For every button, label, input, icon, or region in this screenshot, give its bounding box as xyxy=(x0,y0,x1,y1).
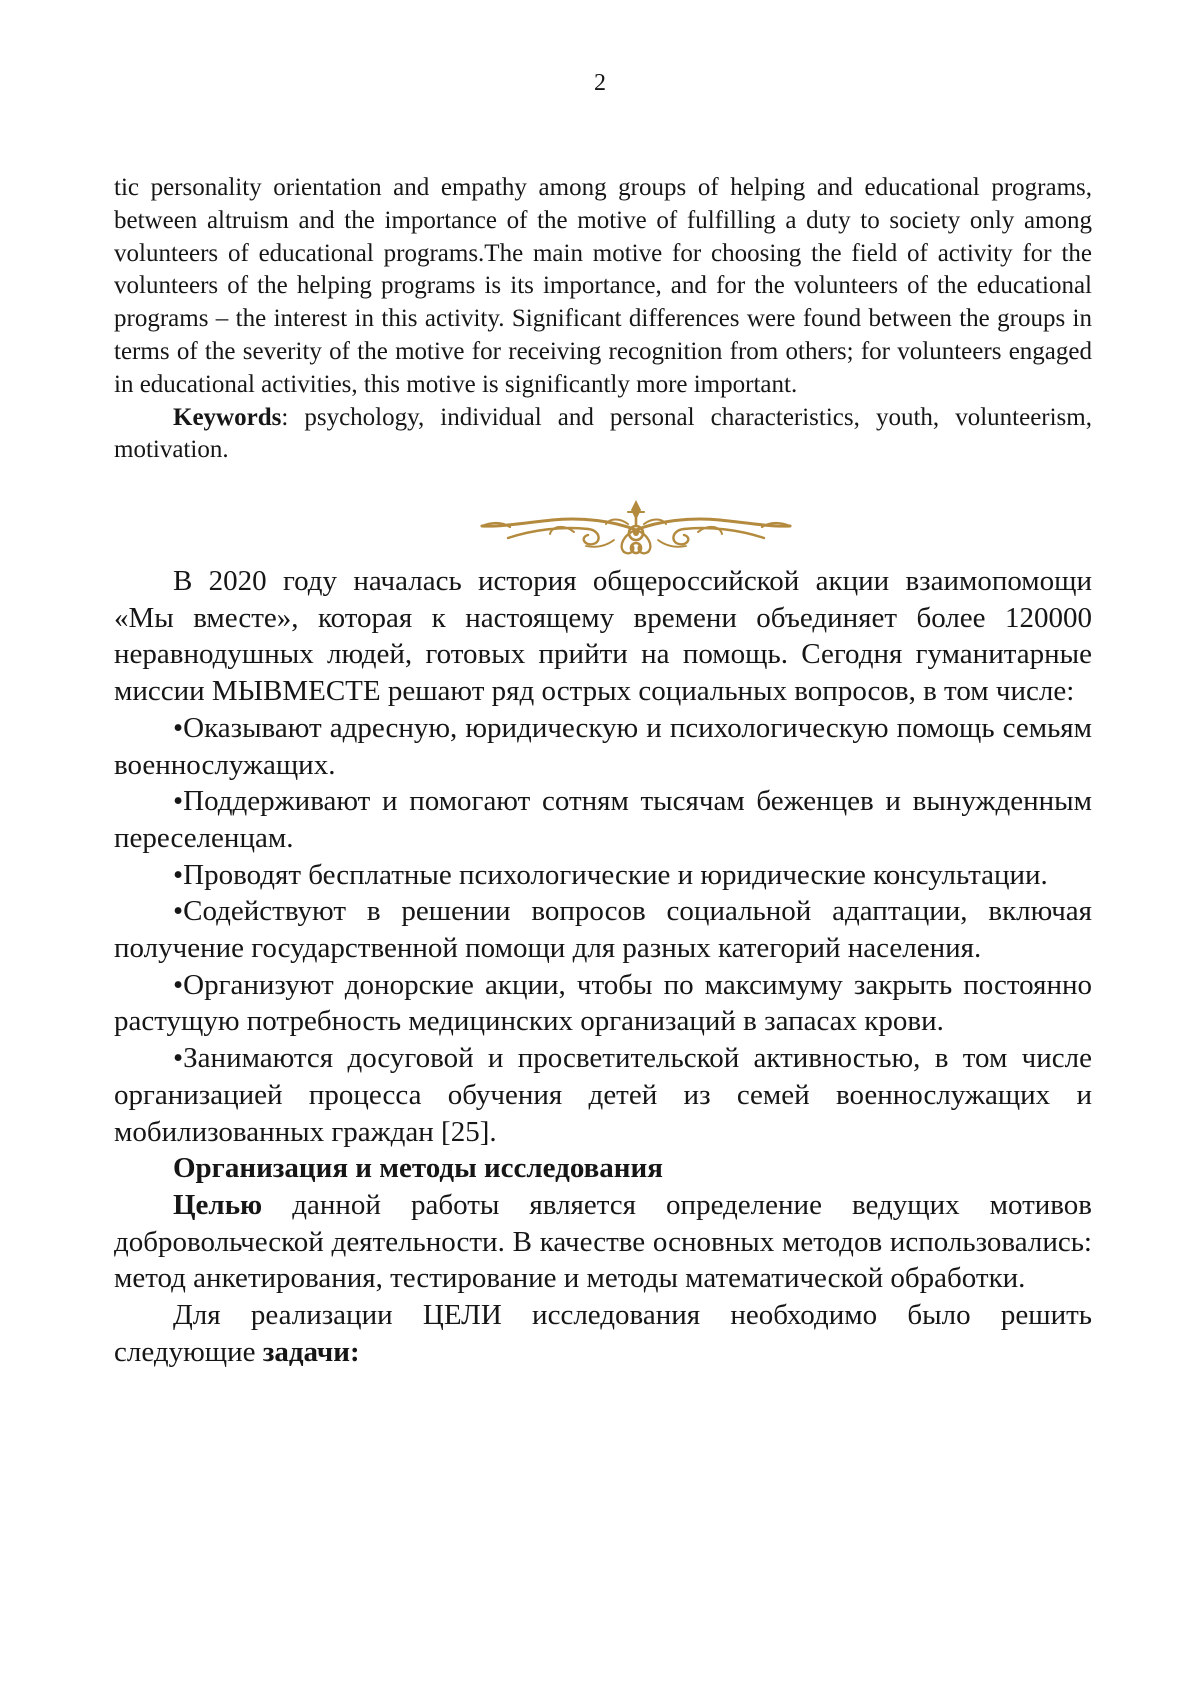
list-item: •Проводят бесплатные психологические и юридические консультации. xyxy=(173,858,1048,891)
list-item: •Организуют донорские акции, чтобы по максимуму закрыть постоянно растущую потребность медицинских организаций в запасах крови. xyxy=(114,968,1092,1038)
abstract-continuation: tic personality orientation and empathy among groups of helping and educational programs, between altruism and the importance of the motive of fulfilling a duty to society only among volunteers of educational programs.The main motive for choosing the field of activity for the volunteers of the helping programs is its importance, and for the volunteers of the educational programs – the interest in this activity. Significant differences were found between the groups in terms of the severity of the motive for receiving recognition from others; for volunteers engaged in educational activities, this motive is significantly more important. xyxy=(114,174,1092,398)
goal-paragraph xyxy=(114,1187,1092,1297)
keywords-label: Keywords xyxy=(173,403,282,431)
list-item: •Поддерживают и помогают сотням тысячам беженцев и вынужденным переселенцам. xyxy=(114,785,1092,854)
decorative-scroll-ornament-icon xyxy=(478,500,794,562)
goal-text: данной работы является определение ведущих мотивов добровольческой деятельности. В качестве основных методов использовались: метод анкетирования, тестирование и методы математической обработки. xyxy=(114,1188,1092,1295)
keywords-text: : psychology, individual and personal characteristics, youth, volunteerism, motivation. xyxy=(114,403,1092,464)
section-heading: Организация и методы исследования xyxy=(173,1152,663,1185)
tasks-paragraph xyxy=(114,1297,1092,1370)
page-number: 2 xyxy=(594,70,606,96)
abstract-section xyxy=(114,172,1092,467)
goal-label: Целью xyxy=(173,1188,263,1221)
list-item: •Содействуют в решении вопросов социальной адаптации, включая получение государственной помощи для разных категорий населения. xyxy=(114,895,1092,965)
list-item: •Оказывают адресную, юридическую и психологическую помощь семьям военнослужащих. xyxy=(114,711,1092,781)
intro-paragraph: В 2020 году началась история общероссийской акции взаимопомощи «Мы вместе», которая к настоящему времени объединяет более 120000 неравнодушных людей, готовых прийти на помощь. Сегодня гуманитарные миссии МЫВМЕСТЕ решают ряд острых социальных вопросов, в том числе: xyxy=(114,565,1092,708)
main-text xyxy=(114,563,1092,1370)
list-item: •Занимаются досуговой и просветительской активностью, в том числе организацией процесса обучения детей из семей военнослужащих и мобилизованных граждан [25]. xyxy=(114,1042,1092,1148)
tasks-label: задачи: xyxy=(262,1335,360,1368)
tasks-text: Для реализации ЦЕЛИ исследования необходимо было решить следующие xyxy=(114,1299,1092,1368)
keywords-paragraph xyxy=(114,402,1092,468)
